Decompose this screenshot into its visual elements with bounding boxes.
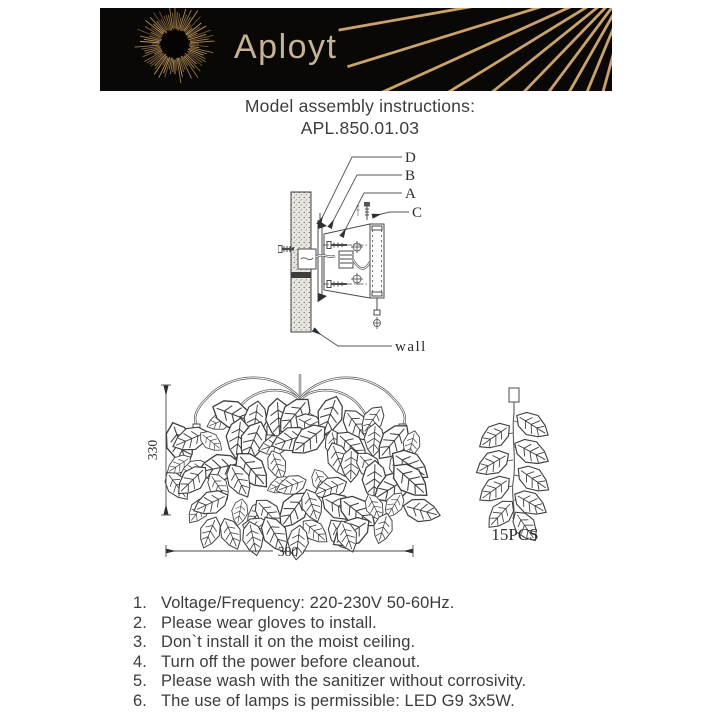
wall-label: wall <box>395 339 427 355</box>
top-screw <box>357 202 371 220</box>
title-line-2: APL.850.01.03 <box>300 118 420 138</box>
title-line-1: Model assembly instructions: <box>244 96 476 116</box>
part-label-a: A <box>405 186 416 202</box>
instruction-number: 5. <box>133 672 147 691</box>
bottom-screw <box>374 298 381 329</box>
instruction-item <box>133 653 623 673</box>
instruction-item <box>133 594 623 614</box>
instruction-number: 4. <box>133 652 147 671</box>
banner-decor <box>100 8 612 91</box>
starburst-icon <box>135 8 215 83</box>
wall-section <box>291 192 316 332</box>
instruction-text: Voltage/Frequency: 220-230V 50-60Hz. <box>161 594 455 612</box>
width-dimension: 380 <box>277 544 299 559</box>
instruction-number: 6. <box>133 691 147 710</box>
part-label-d: D <box>405 150 416 166</box>
parts-count-label: 15PCS <box>491 525 539 544</box>
instruction-text: Please wear gloves to install. <box>161 613 377 632</box>
instruction-item <box>133 614 623 634</box>
instruction-text: Don`t install it on the moist ceiling. <box>161 633 416 652</box>
part-label-b: B <box>405 168 416 184</box>
instruction-number: 2. <box>133 613 147 632</box>
instruction-number: 3. <box>133 633 147 652</box>
brand-banner <box>100 8 612 91</box>
instruction-number: 1. <box>133 594 147 612</box>
instruction-text: Turn off the power before cleanout. <box>161 652 421 671</box>
instruction-text: The use of lamps is permissible: LED G9 3x5W. <box>161 691 515 710</box>
part-label-c: C <box>412 205 423 221</box>
instruction-list <box>133 594 623 712</box>
terminal-block <box>339 251 353 268</box>
instruction-item <box>133 692 623 712</box>
fixture-front-view <box>135 368 465 568</box>
height-dimension: 330 <box>145 439 160 461</box>
crystal-leaf-cluster <box>159 391 443 561</box>
instruction-text: Please wash with the sanitizer without corrosivity. <box>161 672 527 691</box>
wall-mount-diagram <box>278 146 453 364</box>
leaf-strand-figure <box>468 383 568 545</box>
instruction-item <box>133 633 623 653</box>
backplate <box>370 224 384 298</box>
instruction-item <box>133 672 623 692</box>
page-title <box>0 95 720 139</box>
brand-name: Aployt <box>234 28 338 66</box>
decorative-rays-icon <box>339 8 612 91</box>
